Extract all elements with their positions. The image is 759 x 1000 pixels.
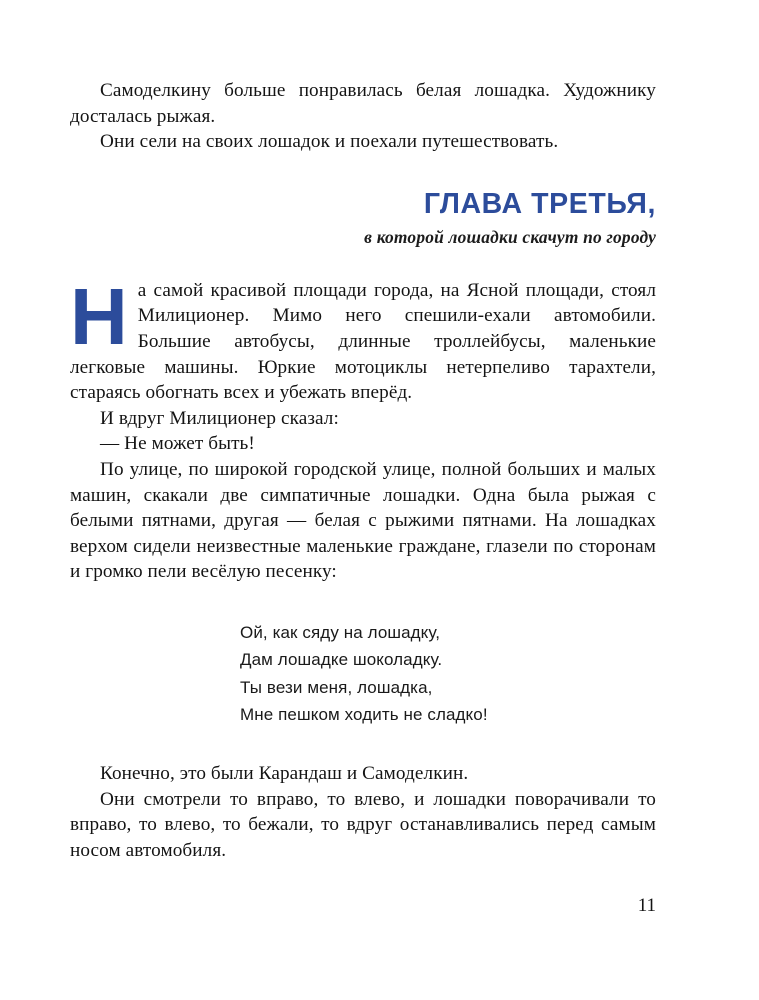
paragraph: Самоделкину больше понравилась белая лошадка. Художнику досталась рыжая.: [70, 80, 656, 127]
verse-line: Дам лошадке шоколадку.: [240, 650, 443, 670]
chapter-subtitle: в которой лошадки скачут по городу: [364, 226, 656, 247]
paragraph: И вдруг Милиционер сказал:: [100, 407, 339, 429]
paragraph: По улице, по широкой городской улице, полной больших и малых машин, скакали две симпатичные лошадки. Одна была рыжая с белыми пятнами, другая — белая с рыжими пятнами. На лошадках верхом сидели неизвестные маленькие граждане, глазели по сторонам и громко пели весёлую песенку:: [70, 458, 656, 583]
opening-paragraph-block: [70, 271, 656, 406]
paragraph: а самой красивой площади города, на Ясной площади, стоял Милиционер. Мимо него спешили-ехали автомобили. Большие автобусы, длинные троллейбусы, маленькие легковые машины. Юркие мотоциклы нетерпеливо тарахтели, стараясь обогнать всех и убежать вперёд.: [70, 279, 656, 404]
paragraph: Они смотрели то вправо, то влево, и лошадки поворачивали то вправо, то влево, то бежали, то вдруг останавливались перед самым носом автомобиля.: [70, 788, 656, 861]
chapter-title: ГЛАВА ТРЕТЬЯ,: [423, 187, 656, 220]
drop-cap-letter: Н: [70, 271, 128, 361]
chapter-heading: [70, 188, 656, 248]
intro-paragraph-group: [70, 78, 656, 155]
paragraph: — Не может быть!: [100, 433, 255, 455]
verse-line: Мне пешком ходить не сладко!: [240, 705, 488, 725]
verse-line: Ты вези меня, лошадка,: [240, 677, 433, 697]
paragraph: Они сели на своих лошадок и поехали путешествовать.: [100, 131, 559, 153]
paragraph: Конечно, это были Карандаш и Самоделкин.: [100, 762, 469, 784]
verse-line: Ой, как сяду на лошадку,: [240, 622, 441, 642]
page-number: 11: [637, 895, 656, 916]
closing-paragraph-group: [70, 761, 656, 863]
song-verse: [70, 619, 656, 729]
page-text-column: [70, 78, 656, 863]
